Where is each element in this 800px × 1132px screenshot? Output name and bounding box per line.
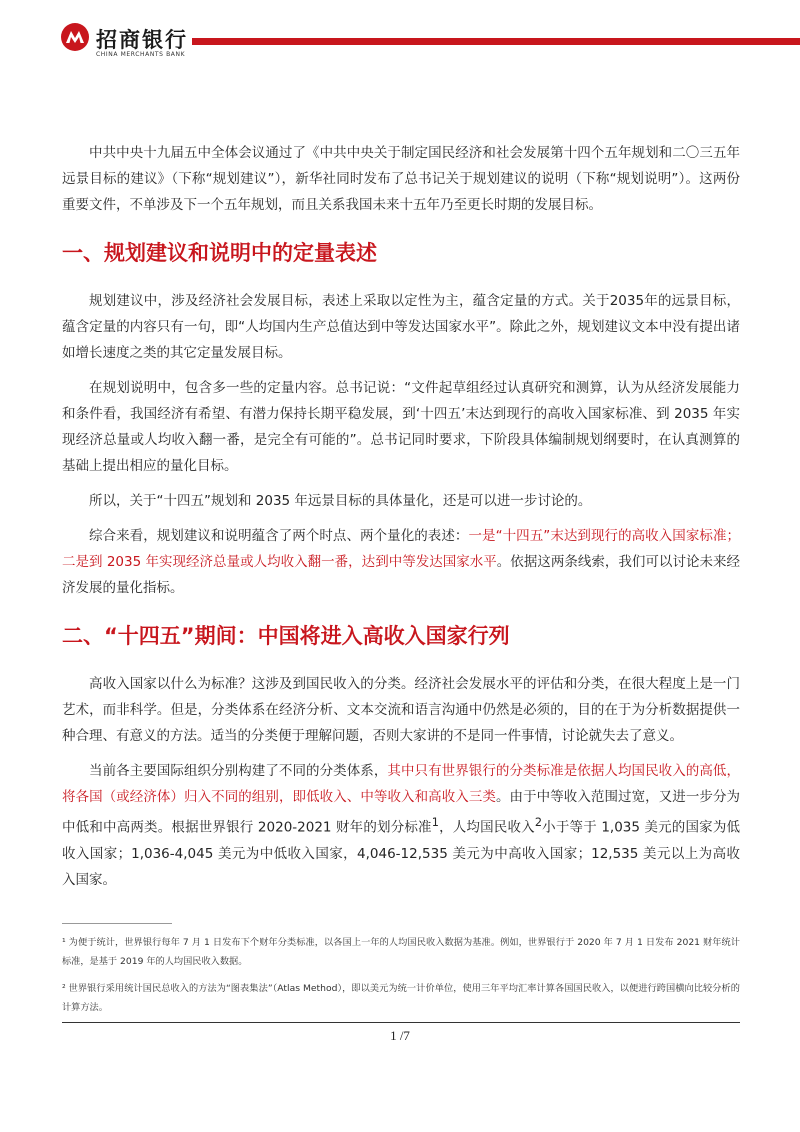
footnote-2: ² 世界银行采用统计国民总收入的方法为“图表集法”（Atlas Method），即以美元为统一计价单位，使用三年平均汇率计算各国国民收入，以便进行跨国横向比较分析的计算方法。 [62,983,740,1013]
header-accent-bar [192,38,800,45]
section-2-paragraph-2 [62,758,740,893]
paragraph-text: 小于等于 1,035 美元的国家为低收入国家；1,036-4,045 美元为中低收入国家，4,046-12,535 美元为中高收入国家；12,535 美元以上为高收入国家。 [62,819,741,888]
section-1-heading: 一、规划建议和说明中的定量表述 [62,241,377,265]
section-1-paragraph-1: 规划建议中，涉及经济社会发展目标，表述上采取以定性为主，蕴含定量的方式。关于2035年的远景目标，蕴含定量的内容只有一句，即“人均国内生产总值达到中等发达国家水平”。除此之外，规划建议文本中没有提出诸如增长速度之类的其它定量发展目标。 [62,293,740,361]
page-number: 1 /7 [390,1028,410,1043]
paragraph-text: 。由于中等收入范围过宽，又进一步分为中低和中高两类。根据世界银行 2020-2021 财年的划分标准 [62,789,741,836]
section-1-paragraph-3: 所以，关于“十四五”规划和 2035 年远景目标的具体量化，还是可以进一步讨论的。 [89,493,592,509]
highlighted-text: 一是“十四五”末达到现行的高收入国家标准；二是到 2035 年实现经济总量或人均收入翻一番，达到中等发达国家水平 [62,528,740,570]
document-body [62,140,740,893]
footer-divider [62,1022,740,1023]
footnote-ref-1[interactable]: 1 [431,816,439,829]
footnote-1: ¹ 为便于统计，世界银行每年 7 月 1 日发布下个财年分类标准，以各国上一年的人均国民收入数据为基准。例如，世界银行于 2020 年 7 月 1 日发布 2021 财年统计标准，是基于 2019 年的人均国民收入数据。 [62,937,740,967]
paragraph-text: 当前各主要国际组织分别构建了不同的分类体系， [89,763,388,779]
section-2-heading: 二、“十四五”期间：中国将进入高收入国家行列 [62,624,510,648]
brand-name-english: CHINA MERCHANTS BANK [96,51,186,58]
cmb-logo-icon [60,22,90,52]
section-1-paragraph-2: 在规划说明中，包含多一些的定量内容。总书记说：“文件起草组经过认真研究和测算，认为从经济发展能力和条件看，我国经济有希望、有潜力保持长期平稳发展，到‘十四五’末达到现行的高收入国家标准、到 2035 年实现经济总量或人均收入翻一番，是完全有可能的”。总书记同时要求，下阶段具体编制规划纲要时，在认真测算的基础上提出相应的量化目标。 [62,380,740,474]
footnote-divider [62,923,172,924]
brand-name: 招商银行 [96,28,188,52]
paragraph-text: ，人均国民收入 [438,819,535,836]
page-header [0,0,800,70]
intro-paragraph: 中共中央十九届五中全体会议通过了《中共中央关于制定国民经济和社会发展第十四个五年规划和二〇三五年远景目标的建议》（下称“规划建议”），新华社同时发布了总书记关于规划建议的说明（下称“规划说明”）。这两份重要文件，不单涉及下一个五年规划，而且关系我国未来十五年乃至更长时期的发展目标。 [62,145,740,213]
section-1-paragraph-4 [62,523,740,601]
section-2-paragraph-1: 高收入国家以什么为标准？这涉及到国民收入的分类。经济社会发展水平的评估和分类，在很大程度上是一门艺术，而非科学。但是，分类体系在经济分析、文本交流和语言沟通中仍然是必须的，目的在于为分析数据提供一种合理、有意义的方法。适当的分类便于理解问题，否则大家讲的不是同一件事情，讨论就失去了意义。 [62,676,740,744]
highlighted-text: 其中只有世界银行的分类标准是依据人均国民收入的高低，将各国（或经济体）归入不同的组别，即低收入、中等收入和高收入三类 [62,763,741,805]
paragraph-text: 。依据这两条线索，我们可以讨论未来经济发展的量化指标。 [62,554,740,596]
paragraph-text: 综合来看，规划建议和说明蕴含了两个时点、两个量化的表述： [89,528,469,544]
footnote-ref-2[interactable]: 2 [534,816,542,829]
footnotes [62,933,740,1025]
